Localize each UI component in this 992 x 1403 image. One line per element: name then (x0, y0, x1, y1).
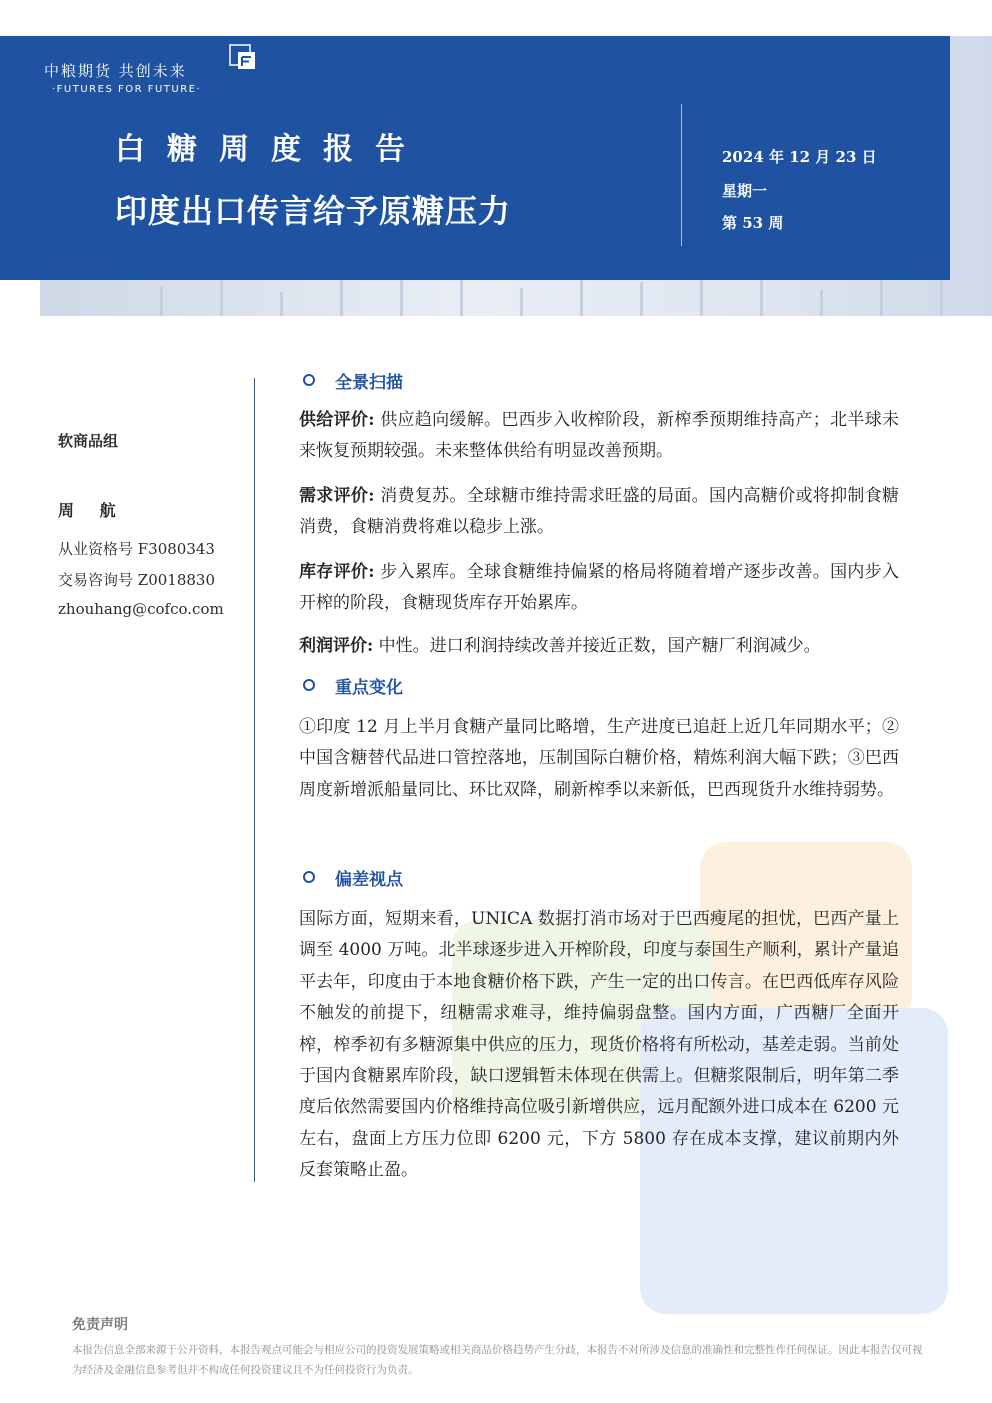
section-view-heading (303, 865, 403, 889)
disclaimer-text: 本报告信息全部来源于公开资料，本报告观点可能会与相应公司的投资发展策略或相关商品价格趋势产生分歧，本报告不对所涉及信息的准确性和完整性作任何保证。因此本报告仅可视为经济及金融信息参考但并不构成任何投资建议且不为任何投资行为负责。 (72, 1344, 923, 1376)
section-changes-heading (303, 673, 403, 697)
profit-evaluation (299, 631, 899, 662)
inventory-label: 库存评价: (299, 562, 375, 582)
section-overview-heading (303, 368, 403, 392)
sidebar-divider (254, 378, 255, 1182)
inventory-evaluation (299, 557, 899, 620)
analyst-qualification: 从业资格号 F3080343 (58, 540, 215, 558)
bullet-circle-icon (303, 679, 315, 691)
report-type-title: 白糖周度报告 (115, 132, 427, 167)
analyst-consult-number: 交易咨询号 Z0018830 (58, 571, 215, 589)
analyst-name: 周 航 (58, 501, 126, 520)
bullet-circle-icon (303, 871, 315, 883)
logo-text-en: ·FUTURES FOR FUTURE· (52, 84, 202, 95)
section-title: 重点变化 (335, 677, 403, 698)
inventory-text: 步入累库。全球食糖维持偏紧的格局将随着增产逐步改善。国内步入开榨的阶段，食糖现货库存开始累库。 (299, 562, 900, 614)
analyst-email[interactable]: zhouhang@cofco.com (58, 600, 224, 618)
section-title: 全景扫描 (335, 372, 403, 393)
header-divider (681, 104, 682, 246)
profit-label: 利润评价: (299, 636, 374, 656)
demand-label: 需求评价: (299, 486, 375, 506)
analyst-group: 软商品组 (58, 432, 119, 450)
report-headline: 印度出口传言给予原糖压力 (115, 192, 512, 230)
report-weekday: 星期一 (722, 182, 768, 200)
report-date: 2024 年 12 月 23 日 (722, 148, 877, 166)
supply-text: 供应趋向缓解。巴西步入收榨阶段，新榨季预期维持高产；北半球未来恢复预期较强。未来整体供给有明显改善预期。 (299, 410, 900, 462)
key-changes-text: ①印度 12 月上半月食糖产量同比略增，生产进度已追赶上近几年同期水平；②中国含糖替代品进口管控落地，压制国际白糖价格，精炼利润大幅下跌；③巴西周度新增派船量同比、环比双降，刷新榨季以来新低，巴西现货升水维持弱势。 (299, 717, 899, 800)
bullet-circle-icon (303, 374, 315, 386)
profit-text: 中性。进口利润持续改善并接近正数，国产糖厂利润减少。 (373, 636, 821, 656)
report-week: 第 53 周 (722, 214, 784, 232)
supply-evaluation (299, 405, 899, 468)
disclaimer-title: 免责声明 (72, 1317, 128, 1333)
section-title: 偏差视点 (335, 869, 403, 890)
deviation-view-text: 国际方面，短期来看，UNICA 数据打消市场对于巴西瘦尾的担忧，巴西产量上调至 4000 万吨。北半球逐步进入开榨阶段，印度与泰国生产顺利，累计产量追平去年，印度由于本地食糖价格下跌，产生一定的出口传言。在巴西低库存风险不触发的前提下，纽糖需求难寻，维持偏弱盘整。国内方面，广西糖厂全面开榨，榨季初有多糖源集中供应的压力，现货价格将有所松动，基差走弱。当前处于国内食糖累库阶段，缺口逻辑暂未体现在供需上。但糖浆限制后，明年第二季度后依然需要国内价格维持高位吸引新增供应，远月配额外进口成本在 6200 元左右，盘面上方压力位即 6200 元，下方 5800 存在成本支撑，建议前期内外反套策略止盈。 (299, 909, 899, 1181)
supply-label: 供给评价: (299, 410, 375, 430)
demand-evaluation (299, 481, 899, 544)
logo-text-cn: 中粮期货 共创未来 (44, 62, 187, 80)
demand-text: 消费复苏。全球糖市维持需求旺盛的局面。国内高糖价或将抑制食糖消费，食糖消费将难以稳步上涨。 (299, 486, 900, 538)
cofco-square-logo-icon (229, 44, 257, 72)
